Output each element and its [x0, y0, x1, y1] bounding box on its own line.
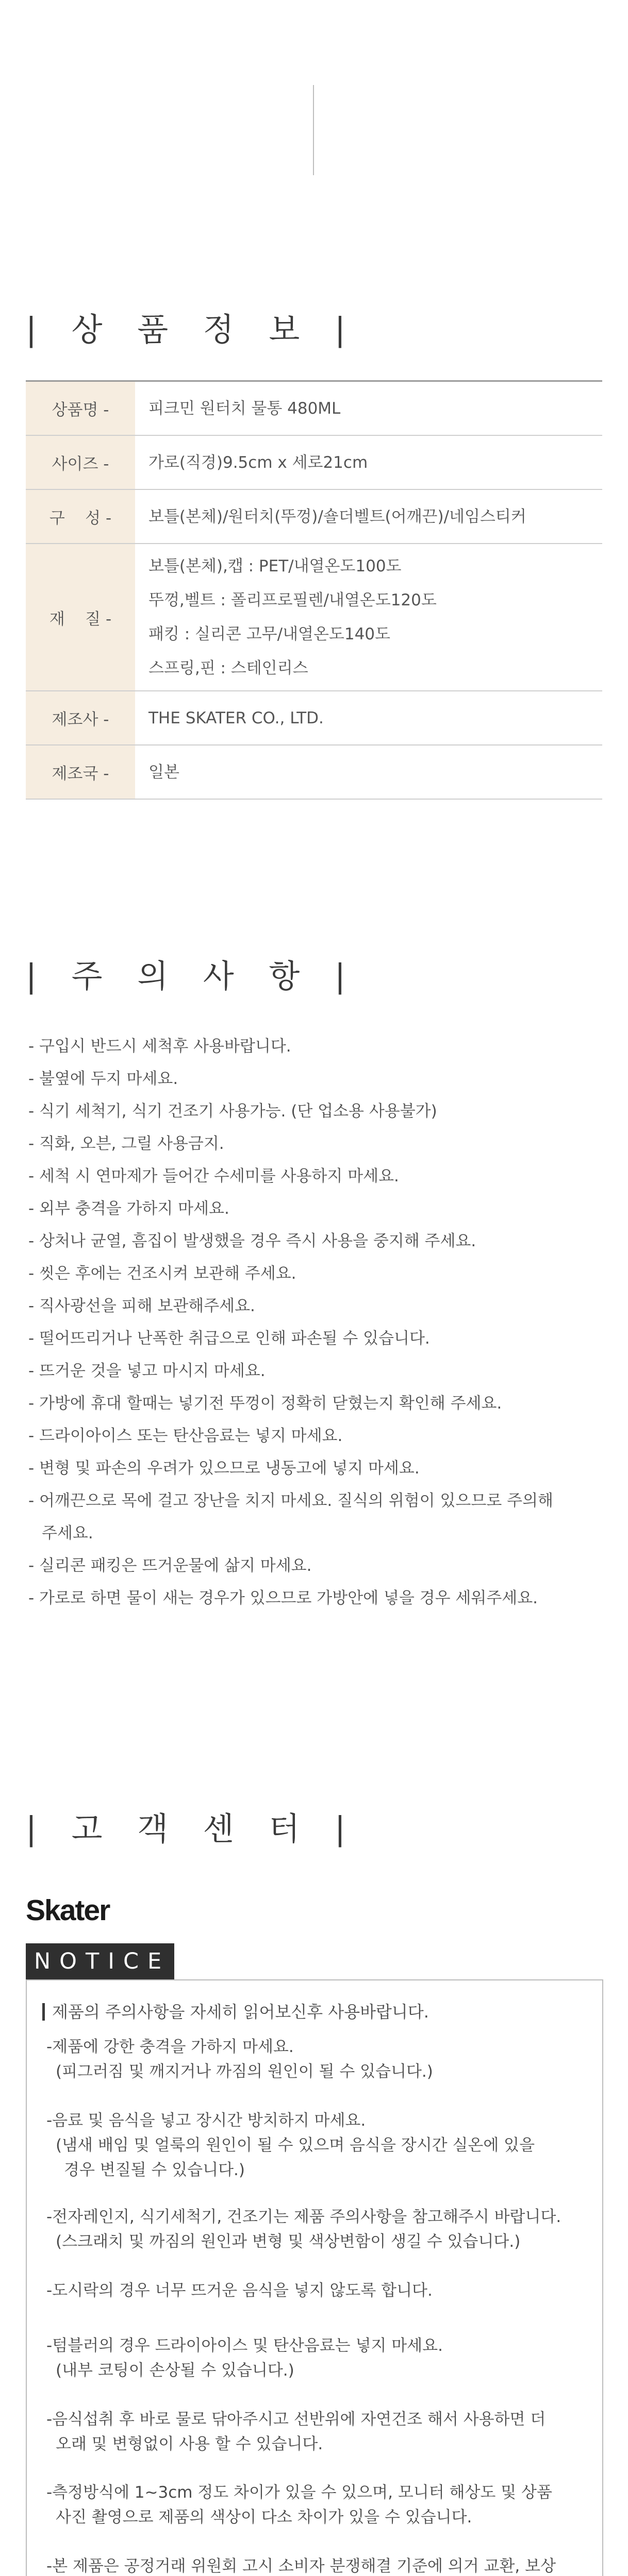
product-info-label: 상품명 -	[26, 382, 135, 435]
skater-logo: Skater	[26, 1894, 110, 1927]
caution-item: - 외부 충격을 가하지 마세요.	[28, 1199, 229, 1218]
notice-item	[46, 2278, 433, 2303]
caution-item: - 변형 및 파손의 우려가 있으므로 냉동고에 넣지 마세요.	[28, 1459, 420, 1478]
product-info-row	[26, 380, 602, 436]
product-info-value-line: 뚜껑,벨트 : 폴리프로필렌/내열온도120도	[148, 591, 437, 609]
caution-item: - 직화, 오븐, 그릴 사용금지.	[28, 1134, 224, 1153]
notice-item	[46, 2333, 443, 2383]
product-info-value-line: 피크민 원터치 물통 480ML	[148, 399, 341, 418]
product-info-value-line: THE SKATER CO., LTD.	[148, 708, 324, 727]
caution-item: - 가로로 하면 물이 새는 경우가 있으므로 가방안에 넣을 경우 세워주세요.	[28, 1589, 538, 1607]
product-info-label: 사이즈 -	[26, 436, 135, 489]
product-info-label: 제조국 -	[26, 745, 135, 799]
caution-item: - 불옆에 두지 마세요.	[28, 1070, 178, 1088]
product-info-value-line: 보틀(본체)/원터치(뚜껑)/숄더벨트(어깨끈)/네임스티커	[148, 507, 526, 526]
product-info-value-line: 가로(직경)9.5cm x 세로21cm	[148, 453, 368, 472]
notice-line: -본 제품은 공정거래 위원회 고시 소비자 분쟁해결 기준에 의거 교환, 보상	[46, 2557, 556, 2575]
caution-item: - 떨어뜨리거나 난폭한 취급으로 인해 파손될 수 있습니다.	[28, 1329, 430, 1348]
notice-line: 오래 및 변형없이 사용 할 수 있습니다.	[56, 2435, 323, 2453]
caution-item: - 세척 시 연마제가 들어간 수세미를 사용하지 마세요.	[28, 1167, 399, 1185]
product-info-row	[26, 691, 602, 745]
caution-item: - 상처나 균열, 흠집이 발생했을 경우 즉시 사용을 중지해 주세요.	[28, 1232, 476, 1250]
notice-header: 제품의 주의사항을 자세히 읽어보신후 사용바랍니다.	[42, 2003, 429, 2021]
notice-line: -음식섭취 후 바로 물로 닦아주시고 선반위에 자연건조 해서 사용하면 더	[46, 2410, 546, 2429]
product-info-value	[135, 436, 368, 489]
notice-line: 경우 변질될 수 있습니다.)	[64, 2161, 245, 2179]
product-info-value	[135, 382, 340, 435]
caution-title: | 주 의 사 항 |	[26, 957, 358, 995]
product-info-row	[26, 490, 602, 544]
product-info-value	[135, 691, 324, 744]
product-info-value-line: 스프링,핀 : 스테인리스	[148, 659, 308, 677]
customer-center-title: | 고 객 센 터 |	[26, 1810, 358, 1848]
notice-line: (스크래치 및 까짐의 원인과 변형 및 색상변함이 생길 수 있습니다.)	[56, 2232, 521, 2251]
product-info-value	[135, 544, 437, 690]
caution-item: - 뜨거운 것을 넣고 마시지 마세요.	[28, 1362, 266, 1380]
top-divider-line	[313, 85, 314, 175]
notice-item	[46, 2205, 561, 2254]
notice-line: -텀블러의 경우 드라이아이스 및 탄산음료는 넣지 마세요.	[46, 2336, 443, 2355]
product-info-title: | 상 품 정 보 |	[26, 311, 358, 348]
caution-item: - 가방에 휴대 할때는 넣기전 뚜껑이 정확히 닫혔는지 확인해 주세요.	[28, 1394, 502, 1413]
notice-line: 사진 촬영으로 제품의 색상이 다소 차이가 있을 수 있습니다.	[56, 2508, 472, 2527]
notice-item	[46, 2035, 433, 2084]
notice-line: (냄새 배임 및 얼룩의 원인이 될 수 있으며 음식을 장시간 실온에 있을	[56, 2136, 535, 2155]
caution-item: - 실리콘 패킹은 뜨거운물에 삶지 마세요.	[28, 1556, 312, 1575]
caution-item: - 어깨끈으로 목에 걸고 장난을 치지 마세요. 질식의 위험이 있으므로 주의해	[28, 1492, 553, 1510]
notice-line: (내부 코팅이 손상될 수 있습니다.)	[56, 2361, 294, 2380]
product-info-label: 구 성 -	[26, 490, 135, 543]
caution-list	[28, 1030, 553, 1615]
product-info-value-line: 일본	[148, 762, 179, 782]
notice-item	[46, 2480, 552, 2530]
notice-line: -제품에 강한 충격을 가하지 마세요.	[46, 2038, 294, 2056]
caution-item: - 구입시 반드시 세척후 사용바랍니다.	[28, 1037, 291, 1056]
notice-item	[46, 2108, 535, 2182]
product-info-value-line: 보틀(본체),캡 : PET/내열온도100도	[148, 557, 402, 575]
product-info-table	[26, 380, 602, 800]
product-info-value-line: 패킹 : 실리콘 고무/내열온도140도	[148, 625, 390, 643]
notice-line: -음료 및 음식을 넣고 장시간 방치하지 마세요.	[46, 2111, 366, 2130]
notice-line: (피그러짐 및 깨지거나 까짐의 원인이 될 수 있습니다.)	[56, 2062, 433, 2081]
product-info-row	[26, 745, 602, 800]
notice-line: -측정방식에 1~3cm 정도 차이가 있을 수 있으며, 모니터 해상도 및 상품	[46, 2483, 552, 2502]
product-info-row	[26, 544, 602, 691]
product-info-value	[135, 745, 179, 799]
notice-item	[46, 2554, 556, 2576]
notice-line: -도시락의 경우 너무 뜨거운 음식을 넣지 않도록 합니다.	[46, 2281, 433, 2300]
caution-item: - 직사광선을 피해 보관해주세요.	[28, 1297, 255, 1315]
notice-label: NOTICE	[26, 1943, 174, 1979]
notice-box	[26, 1979, 603, 2576]
product-info-value	[135, 490, 526, 543]
notice-line: -전자레인지, 식기세척기, 건조기는 제품 주의사항을 참고해주시 바랍니다.	[46, 2208, 561, 2226]
product-info-label: 제조사 -	[26, 691, 135, 744]
notice-item	[46, 2407, 546, 2456]
caution-item: 주세요.	[42, 1524, 93, 1543]
caution-item: - 식기 세척기, 식기 건조기 사용가능. (단 업소용 사용불가)	[28, 1102, 437, 1121]
caution-item: - 씻은 후에는 건조시켜 보관해 주세요.	[28, 1264, 296, 1283]
caution-item: - 드라이아이스 또는 탄산음료는 넣지 마세요.	[28, 1427, 343, 1445]
product-info-label: 재 질 -	[26, 544, 135, 690]
product-info-row	[26, 436, 602, 490]
